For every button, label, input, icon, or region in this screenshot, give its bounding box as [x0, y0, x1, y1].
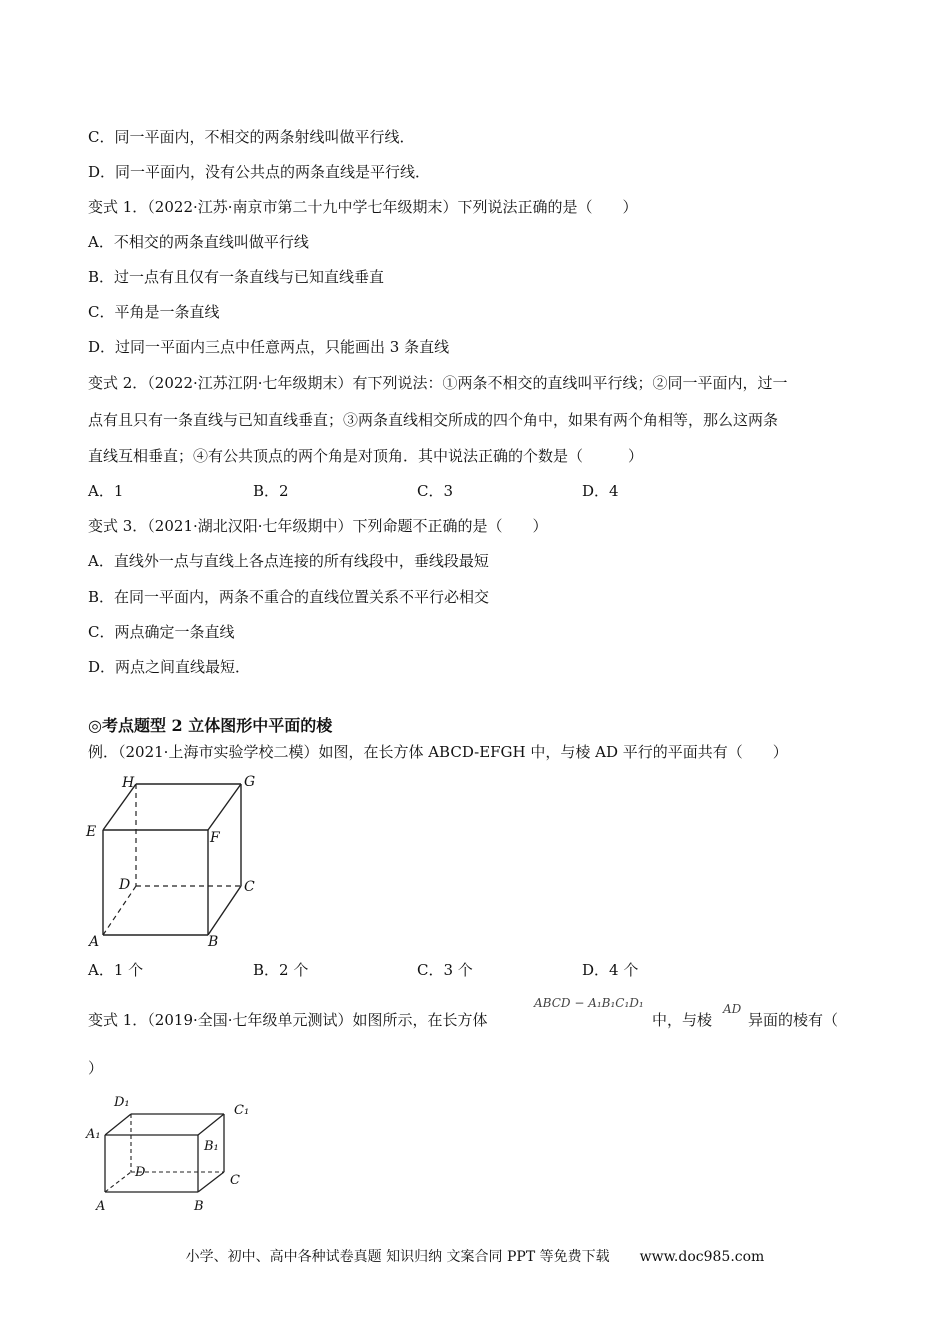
variant3-stem: 变式 3．（2021·湖北汉阳·七年级期中）下列命题不正确的是（ ） — [88, 517, 548, 535]
variant2-stem-line1: 变式 2．（2022·江苏江阴·七年级期末）有下列说法：①两条不相交的直线叫平行线；②同一平面内，过一 — [88, 374, 788, 392]
option-d: D．4 个 — [582, 961, 639, 979]
variant1b-stem-text: 变式 1．（2019·全国·七年级单元测试）如图所示，在长方体 — [88, 1011, 488, 1029]
vertex-a1-label: A₁ — [86, 1127, 101, 1142]
variant1-option-b: B．过一点有且仅有一条直线与已知直线垂直 — [88, 268, 385, 286]
option-c: C．3 个 — [417, 961, 473, 979]
section-title: ◎考点题型 2 立体图形中平面的棱 — [88, 716, 333, 735]
variant1-option-c: C．平角是一条直线 — [88, 303, 220, 321]
variant2-stem-line2: 点有且只有一条直线与已知直线垂直；③两条直线相交所成的四个角中，如果有两个角相等，那么这两条 — [88, 411, 779, 429]
example-stem: 例．（2021·上海市实验学校二模）如图，在长方体 ABCD-EFGH 中，与棱 AD 平行的平面共有（ ） — [88, 743, 788, 761]
vertex-c1-label: C₁ — [234, 1103, 250, 1118]
cuboid-notation: ABCD − A₁B₁C₁D₁ — [534, 996, 644, 1010]
option-b: B．2 — [253, 482, 289, 500]
vertex-b-label: B — [208, 934, 219, 950]
variant3-option-a: A．直线外一点与直线上各点连接的所有线段中，垂线段最短 — [88, 552, 489, 570]
variant2-stem-line3: 直线互相垂直；④有公共顶点的两个角是对顶角．其中说法正确的个数是（ ） — [88, 447, 644, 465]
variant3-option-c: C．两点确定一条直线 — [88, 623, 235, 641]
option-c-q0: C．同一平面内，不相交的两条射线叫做平行线． — [88, 128, 415, 146]
vertex-d-label: D — [119, 877, 131, 893]
vertex-c-label: C — [230, 1173, 240, 1188]
variant1b-stem-end: 异面的棱有（ — [748, 1011, 839, 1029]
vertex-a-label: A — [96, 1199, 106, 1214]
vertex-h-label: H — [122, 775, 135, 791]
option-d-q0: D．同一平面内，没有公共点的两条直线是平行线． — [88, 163, 431, 181]
variant1b-stem-mid: 中，与棱 — [652, 1011, 713, 1029]
vertex-a-label: A — [89, 934, 100, 950]
footer-url[interactable]: www.doc985.com — [639, 1249, 765, 1265]
cuboid-figure-efgh — [84, 770, 284, 952]
option-b: B．2 个 — [253, 961, 309, 979]
variant1b-stem-close: ） — [88, 1059, 104, 1077]
variant1-stem: 变式 1．（2022·江苏·南京市第二十九中学七年级期末）下列说法正确的是（ ） — [88, 198, 638, 216]
cuboid-figure-a1b1c1d1 — [84, 1088, 254, 1218]
variant3-option-d: D．两点之间直线最短． — [88, 658, 251, 676]
footer-text: 小学、初中、高中各种试卷真题 知识归纳 文案合同 PPT 等免费下载 — [185, 1249, 610, 1265]
vertex-d-label: D — [135, 1165, 146, 1180]
page-footer — [0, 1246, 950, 1266]
vertex-b1-label: B₁ — [204, 1139, 219, 1154]
option-c: C．3 — [417, 482, 454, 500]
vertex-e-label: E — [86, 824, 97, 840]
variant1-option-a: A．不相交的两条直线叫做平行线 — [88, 233, 309, 251]
vertex-b-label: B — [194, 1199, 204, 1214]
variant1-option-d: D．过同一平面内三点中任意两点，只能画出 3 条直线 — [88, 338, 450, 356]
vertex-g-label: G — [244, 774, 256, 790]
option-a: A．1 — [88, 482, 124, 500]
variant3-option-b: B．在同一平面内，两条不重合的直线位置关系不平行必相交 — [88, 588, 490, 606]
vertex-f-label: F — [210, 830, 220, 846]
option-d: D．4 — [582, 482, 619, 500]
vertex-c-label: C — [244, 879, 255, 895]
edge-ad-notation: AD — [723, 1002, 742, 1016]
vertex-d1-label: D₁ — [114, 1095, 130, 1110]
option-a: A．1 个 — [88, 961, 144, 979]
